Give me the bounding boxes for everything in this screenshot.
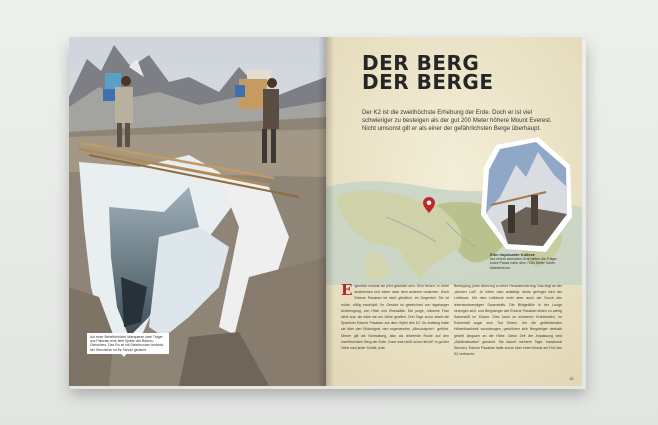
inset-caption-title: Eine imposante Kulisse bbox=[490, 252, 535, 257]
drop-cap: E bbox=[341, 281, 353, 299]
body-column-1 bbox=[341, 283, 449, 351]
map-pin-icon bbox=[423, 197, 435, 213]
photo-caption: Auf einer Behelfsbrücke überqueren zwei Träger aus Pakistan eine tiefe Spalte des Baltoro-Gletschers. Das Eis ist mit Steinbrocken bedeckt, der Überzieher ist für Schutz gedacht. bbox=[87, 333, 169, 354]
body-column-1-text: igentlich müsste sie jetzt glücklich sein. Sich freuen, in Jubel ausbrechen und einen nach dem anderen umarmen. Doch Edurne Pasaban ist nicht glücklich. Im Gegenteil. Sie ist müde, völlig erschöpft. Ihr Gesicht ist gezeichnet von tagelanger Anstrengung, von Hitze und Eiseskälte. Die junge, hübsche Frau sieht aus, als wäre sie um Jahre gealtert. Drei Tage zuvor stand die Spanierin Edurne Pasaban auf dem Gipfel des K2. Ihr Aufstieg hatte sie über den Südostgrat, den sogenannten „Abruzzisporn“, geführt. Dieser gilt als Normalweg, also als leichteste Route auf den zweithöchsten Berg der Erde. Doch was heißt schon leicht? In großer Höhe wird jeder Schritt, jede bbox=[341, 284, 449, 351]
left-page-photo bbox=[69, 37, 326, 386]
title-line-2: DER BERGE bbox=[362, 70, 494, 94]
page-title bbox=[362, 51, 494, 94]
page-number: 15 bbox=[569, 376, 574, 381]
body-column-2: Bewegung, jeder Atemzug zu einer Herausforderung. Das liegt an der „dünnen Luft“. Je höher man aufsteigt, desto geringer wird der Luftdruck. Mit dem Luftdruck sinkt aber auch der Druck des lebensnotwendigen Sauerstoffs. Die Blutgefäße in der Lunge verengen sich, und Bergsteiger wie Edurne Pasaban leiden zu wenig Sauerstoff im Körper. Dies kann zu schweren Krankheiten, im Extremfall sogar zum Tod führen. Um die gefährlichsten Höhenkrankheit vorzubeugen, gewöhnen sich Bergsteiger deshalb gezielt langsam an die Höhe. Diese Zeit der Anpassung wird „Akklimatisation“ genannt. Sie dauert mehrere Tage, manchmal Wochen. Edurne Pasaban hatte schon über einen Monat am Fuß des K2 verbracht. bbox=[454, 284, 562, 357]
inset-caption-text: Auf einem schmalen Grat halten die Träger kurze Pause nahe dem 7284 Meter hohen Masherbrum. bbox=[490, 257, 557, 270]
right-page bbox=[326, 37, 582, 386]
lede-paragraph: Der K2 ist die zweithöchste Erhebung der Erde. Doch er ist viel schwieriger zu besteigen als der gut 200 Meter höhere Mount Everest. Nicht umsonst gilt er als einer der gefährlichsten Berge überhaupt. bbox=[362, 109, 552, 133]
inset-caption bbox=[490, 253, 562, 270]
spine-gutter bbox=[318, 37, 334, 386]
title-line-1: DER BERG bbox=[362, 51, 480, 75]
